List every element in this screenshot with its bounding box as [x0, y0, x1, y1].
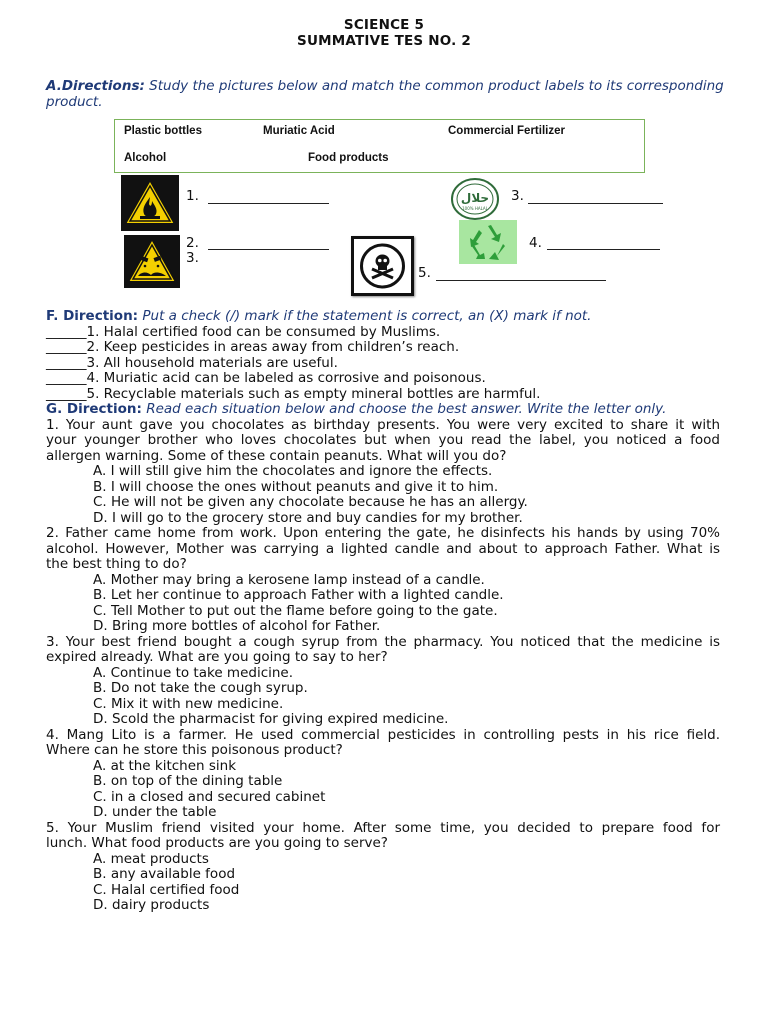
- question-1-option-d: D. I will go to the grocery store and buy candies for my brother.: [93, 509, 523, 526]
- label-plastic-bottles: Plastic bottles: [124, 125, 202, 137]
- match-number-1: 1.: [186, 188, 199, 204]
- question-2-option-c: C. Tell Mother to put out the flame before going to the gate.: [93, 602, 498, 619]
- question-5-option-a: A. meat products: [93, 850, 209, 867]
- question-1-option-c: C. He will not be given any chocolate because he has an allergy.: [93, 494, 528, 510]
- question-1-line-1: 1. Your aunt gave you chocolates as birthday presents. You were very excited to share it with: [46, 416, 720, 433]
- skull-poison-icon: [351, 236, 414, 296]
- corrosive-warning-icon: [124, 235, 180, 288]
- question-1-line-2: your younger brother who loves chocolates but when you read the label, you noticed a food: [46, 432, 720, 448]
- question-4-line-1: 4. Mang Lito is a farmer. He used commercial pesticides in controlling pests in his rice field.: [46, 726, 720, 743]
- match-number-3-repeat: 3.: [186, 250, 199, 266]
- question-5-option-b: B. any available food: [93, 866, 236, 882]
- match-number-3: 3.: [511, 188, 524, 204]
- question-4-option-a: A. at the kitchen sink: [93, 757, 237, 774]
- section-f-item-2: ______2. Keep pesticides in areas away from children’s reach.: [46, 339, 460, 355]
- question-5-line-2: lunch. What food products are you going to serve?: [46, 835, 388, 851]
- section-f-directions: [46, 308, 591, 324]
- question-5-option-d: D. dairy products: [93, 897, 210, 913]
- question-3-option-d: D. Scold the pharmacist for giving expired medicine.: [93, 711, 449, 727]
- question-2-option-b: B. Let her continue to approach Father with a lighted candle.: [93, 587, 504, 603]
- question-4-option-b: B. on top of the dining table: [93, 773, 283, 789]
- answer-blank-1[interactable]: [208, 203, 329, 204]
- question-2-option-a: A. Mother may bring a kerosene lamp instead of a candle.: [93, 571, 485, 588]
- question-3-option-b: B. Do not take the cough syrup.: [93, 680, 308, 696]
- match-number-5: 5.: [418, 265, 431, 281]
- answer-blank-3[interactable]: [528, 203, 663, 204]
- section-a-heading: A.Directions:: [46, 78, 145, 94]
- section-f-item-5: ______5. Recyclable materials such as empty mineral bottles are harmful.: [46, 385, 541, 402]
- answer-blank-4[interactable]: [547, 249, 660, 250]
- question-3-line-2: expired already. What are you going to say to her?: [46, 649, 388, 665]
- question-3-option-a: A. Continue to take medicine.: [93, 664, 294, 681]
- section-g-heading: G. Direction:: [46, 401, 142, 417]
- section-g-directions: [46, 401, 666, 417]
- section-f-item-1: ______1. Halal certified food can be consumed by Muslims.: [46, 323, 441, 340]
- question-2-option-d: D. Bring more bottles of alcohol for Father.: [93, 618, 381, 634]
- worksheet-title: SUMMATIVE TES NO. 2: [297, 33, 471, 49]
- section-f-heading: F. Direction:: [46, 308, 139, 324]
- halal-seal-icon: [450, 177, 500, 221]
- section-a-directions: [46, 78, 726, 110]
- flammable-warning-icon: [121, 175, 179, 231]
- question-1-option-a: A. I will still give him the chocolates and ignore the effects.: [93, 463, 493, 479]
- section-g-text: Read each situation below and choose the best answer. Write the letter only.: [141, 401, 667, 417]
- question-3-line-1: 3. Your best friend bought a cough syrup from the pharmacy. You noticed that the medicine is: [46, 633, 720, 650]
- match-number-2: 2.: [186, 235, 199, 251]
- question-3-option-c: C. Mix it with new medicine.: [93, 695, 284, 712]
- answer-blank-5[interactable]: [436, 280, 606, 281]
- halal-arabic-text: حلال: [460, 191, 490, 205]
- label-commercial-fertilizer: Commercial Fertilizer: [448, 125, 565, 137]
- answer-blank-2[interactable]: [208, 249, 329, 250]
- question-1-line-3: allergen warning. Some of these contain peanuts. What will you do?: [46, 447, 507, 464]
- product-labels-box: [114, 119, 645, 173]
- worksheet-subject: SCIENCE 5: [343, 17, 425, 33]
- section-f-item-3: ______3. All household materials are useful.: [46, 354, 338, 371]
- section-a-text: Study the pictures below and match the common product labels to its corresponding product.: [46, 78, 724, 110]
- match-number-4: 4.: [529, 235, 542, 251]
- label-muriatic-acid: Muriatic Acid: [263, 125, 335, 137]
- question-1-option-b: B. I will choose the ones without peanuts and give it to him.: [93, 478, 499, 495]
- question-5-line-1: 5. Your Muslim friend visited your home. After some time, you decided to prepare food for: [46, 819, 720, 836]
- label-alcohol: Alcohol: [124, 152, 167, 164]
- question-5-option-c: C. Halal certified food: [93, 881, 240, 898]
- recycle-icon: [459, 220, 517, 264]
- section-f-text: Put a check (/) mark if the statement is correct, an (X) mark if not.: [138, 308, 592, 324]
- label-food-products: Food products: [308, 152, 389, 164]
- question-2-line-3: the best thing to do?: [46, 556, 187, 572]
- question-2-line-2: alcohol. However, Mother was carrying a lighted candle and about to approach Father. What is: [46, 540, 720, 557]
- question-4-line-2: Where can he store this poisonous product?: [46, 742, 343, 758]
- question-4-option-d: D. under the table: [93, 804, 217, 820]
- halal-caption-text: 100% HALAL: [462, 206, 488, 211]
- question-2-line-1: 2. Father came home from work. Upon entering the gate, he disinfects his hands by using 70%: [46, 525, 720, 541]
- question-4-option-c: C. in a closed and secured cabinet: [93, 788, 326, 805]
- section-f-item-4: ______4. Muriatic acid can be labeled as corrosive and poisonous.: [46, 370, 486, 386]
